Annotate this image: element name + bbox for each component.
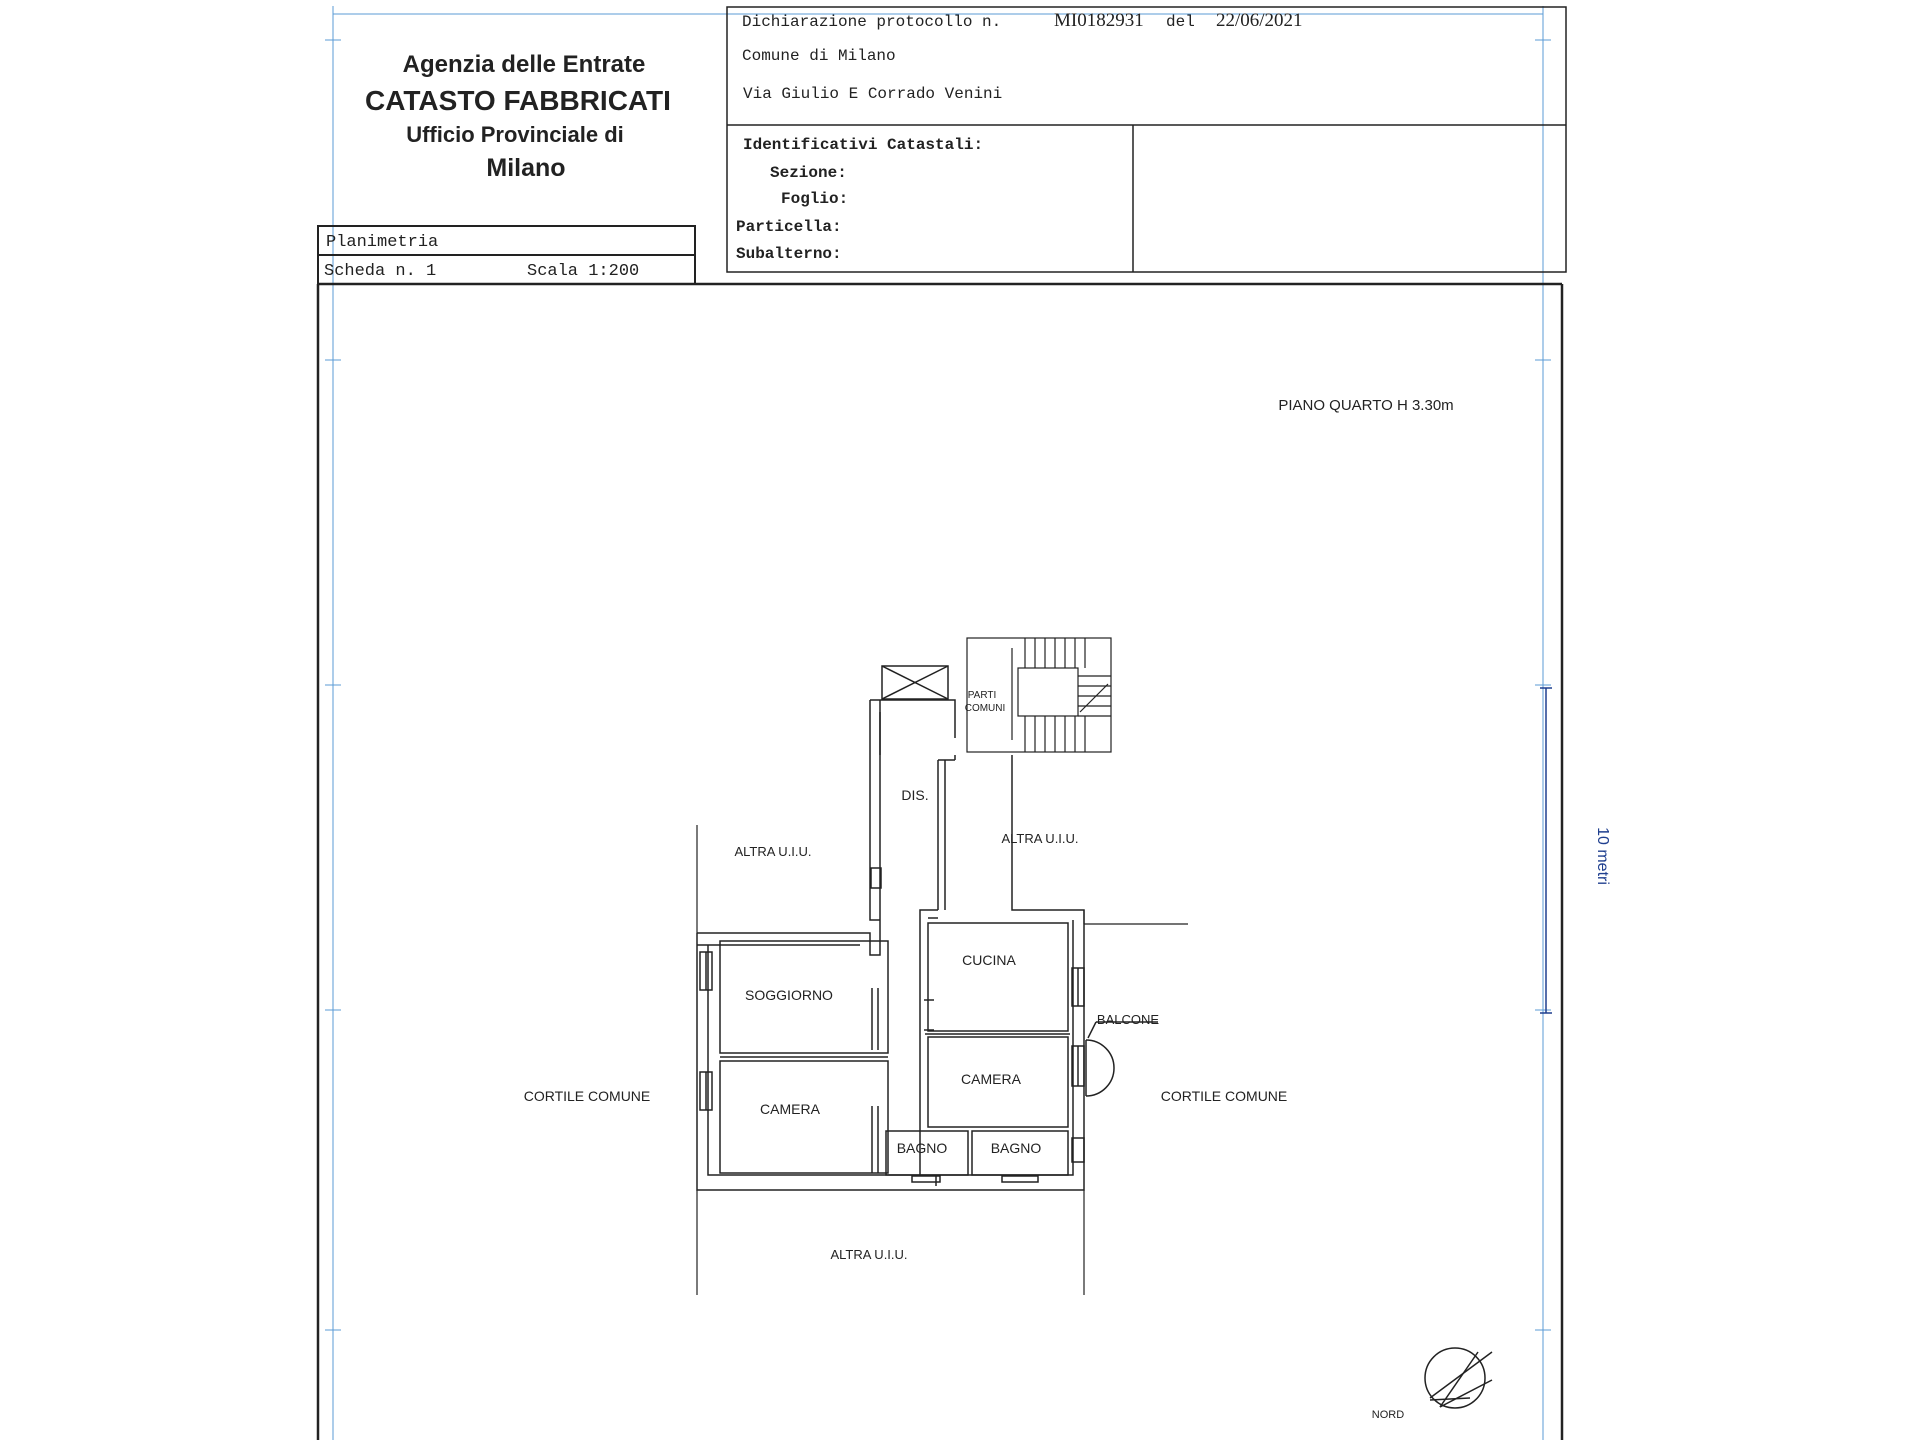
- room-bagno-1: BAGNO: [896, 1140, 948, 1156]
- room-altra-left: ALTRA U.I.U.: [734, 844, 812, 859]
- comuni-label: COMUNI: [964, 703, 1006, 714]
- room-soggiorno: SOGGIORNO: [745, 987, 833, 1003]
- parti-label: PARTI: [967, 690, 997, 701]
- room-balcone: BALCONE: [1096, 1012, 1160, 1027]
- office-name: Ufficio Provinciale di: [406, 122, 624, 147]
- foglio-label: Foglio:: [781, 190, 849, 208]
- room-dis: DIS.: [901, 787, 929, 803]
- apartment-walls: [697, 700, 1084, 1190]
- north-arrow-icon: [1425, 1348, 1492, 1408]
- room-camera-right: CAMERA: [961, 1071, 1021, 1087]
- declaration-date: 22/06/2021: [1216, 10, 1303, 31]
- boundary-lines: [697, 825, 1188, 1295]
- scale-bar-label: 10 metri: [1594, 827, 1611, 885]
- floor-label: PIANO QUARTO H 3.30m: [1278, 397, 1454, 414]
- north-label: NORD: [1371, 1409, 1405, 1421]
- shaft: [882, 666, 948, 699]
- address: Via Giulio E Corrado Venini: [743, 85, 1003, 103]
- declaration-prefix: Dichiarazione protocollo n.: [742, 13, 1002, 31]
- comune: Comune di Milano: [742, 47, 896, 65]
- sheet-type: Planimetria: [326, 233, 439, 252]
- declaration-del: del: [1166, 13, 1195, 31]
- sheet-scale: Scala 1:200: [527, 262, 640, 281]
- particella-label: Particella:: [736, 218, 842, 236]
- room-altra-bottom: ALTRA U.I.U.: [830, 1247, 908, 1262]
- scale-bar: [1540, 688, 1552, 1013]
- protocol-number: MI0182931: [1054, 10, 1144, 31]
- registration-guides: [325, 6, 1551, 1440]
- room-cortile-right: CORTILE COMUNE: [1160, 1088, 1288, 1104]
- room-cortile-left: CORTILE COMUNE: [523, 1088, 651, 1104]
- room-camera-left: CAMERA: [760, 1101, 820, 1117]
- room-cucina: CUCINA: [962, 952, 1016, 968]
- subalterno-label: Subalterno:: [736, 245, 842, 263]
- sheet-number: Scheda n. 1: [324, 262, 437, 281]
- sezione-label: Sezione:: [770, 164, 847, 182]
- room-bagno-2: BAGNO: [990, 1140, 1042, 1156]
- office-city: Milano: [486, 154, 566, 182]
- catasto-title: CATASTO FABBRICATI: [365, 85, 671, 116]
- identifiers-title: Identificativi Catastali:: [743, 136, 984, 154]
- drawing-frame: [318, 284, 1562, 1440]
- balcony: [1086, 1022, 1158, 1096]
- room-altra-right: ALTRA U.I.U.: [1001, 831, 1079, 846]
- agency-name: Agenzia delle Entrate: [402, 51, 646, 78]
